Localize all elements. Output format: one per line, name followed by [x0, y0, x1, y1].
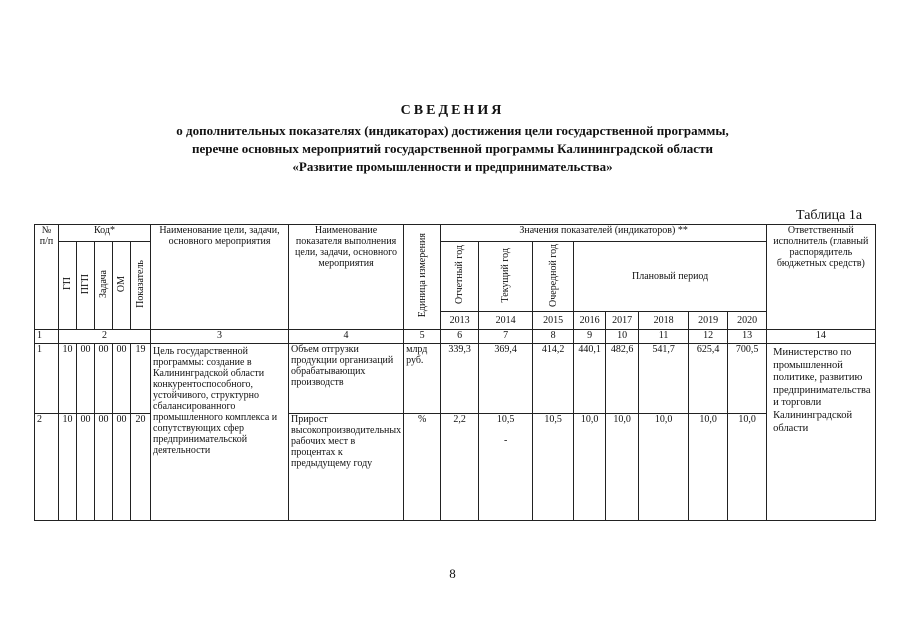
col-number: 3 — [151, 330, 289, 344]
row-code: 00 — [95, 344, 113, 414]
value-cell: 482,6 — [606, 344, 639, 414]
row-code: 00 — [113, 344, 131, 414]
row-code: 00 — [77, 344, 95, 414]
year-cell: 2013 — [441, 312, 479, 330]
value-cell: 10,5 - — [479, 414, 533, 521]
indicator-text: Объем отгрузки продукции организаций обрабатывающих производств — [289, 344, 404, 414]
row-code: 00 — [95, 414, 113, 521]
doc-subtitle-line2: перечне основных мероприятий государственной программы Калининградской области — [192, 141, 713, 156]
row-num: 2 — [35, 414, 59, 521]
page-number: 8 — [449, 566, 456, 581]
row-code: 10 — [59, 414, 77, 521]
col-number: 8 — [533, 330, 574, 344]
row-num: 1 — [35, 344, 59, 414]
value-cell: 700,5 — [728, 344, 767, 414]
header-next-year: Очередной год — [533, 242, 574, 312]
col-number: 7 — [479, 330, 533, 344]
unit-text: % — [404, 414, 441, 521]
row-code: 10 — [59, 344, 77, 414]
doc-subtitle-line1: о дополнительных показателях (индикаторах) достижения цели государственной программы, — [176, 123, 729, 138]
col-number: 6 — [441, 330, 479, 344]
year-cell: 2020 — [728, 312, 767, 330]
value-cell: 625,4 — [689, 344, 728, 414]
year-cell: 2015 — [533, 312, 574, 330]
col-number: 4 — [289, 330, 404, 344]
header-indicator: Наименование показателя выполнения цели, задачи, основного мероприятия — [289, 225, 404, 330]
row-code: 19 — [131, 344, 151, 414]
unit-text: млрд руб. — [404, 344, 441, 414]
col-number: 13 — [728, 330, 767, 344]
year-cell: 2018 — [639, 312, 689, 330]
value-cell: 10,0 — [574, 414, 606, 521]
value-cell: 541,7 — [639, 344, 689, 414]
indicator-text: Прирост высокопроизводительных рабочих мест в процентах к предыдущему году — [289, 414, 404, 521]
table-row — [35, 344, 876, 414]
header-plan-period: Плановый период — [574, 242, 767, 312]
header-code: Код* — [59, 225, 151, 242]
header-responsible: Ответственный исполнитель (главный распорядитель бюджетных средств) — [767, 225, 875, 330]
header-code-pgp: ПГП — [77, 242, 95, 330]
header-code-indicator: Показатель — [131, 242, 151, 330]
header-code-om: ОМ — [113, 242, 131, 330]
value-cell: 440,1 — [574, 344, 606, 414]
goal-text: Цель государственной программы: создание в Калининградской области конкурентоспособного, устойчивого, структурно сбалансированного промышленного комплекса и сопутствующих сфер предпринимательской деятельности — [151, 344, 289, 521]
col-number: 12 — [689, 330, 728, 344]
row-code: 00 — [113, 414, 131, 521]
doc-title: СВЕДЕНИЯ — [400, 103, 505, 118]
value-cell: 2,2 — [441, 414, 479, 521]
col-number: 9 — [574, 330, 606, 344]
header-report-year: Отчетный год — [441, 242, 479, 312]
year-cell: 2017 — [606, 312, 639, 330]
table-label: Таблица 1а — [796, 208, 863, 223]
value-cell: 339,3 — [441, 344, 479, 414]
col-number: 14 — [767, 330, 875, 344]
value-cell: 369,4 — [479, 344, 533, 414]
col-number: 5 — [404, 330, 441, 344]
header-unit: Единица измерения — [404, 225, 441, 330]
dash-mark: - — [503, 435, 508, 446]
year-cell: 2016 — [574, 312, 606, 330]
doc-subtitle-line3: «Развитие промышленности и предпринимательства» — [292, 159, 613, 174]
row-code: 00 — [77, 414, 95, 521]
header-code-gp: ГП — [59, 242, 77, 330]
value-cell: 10,0 — [728, 414, 767, 521]
value-cell: 10,5 — [533, 414, 574, 521]
row-code: 20 — [131, 414, 151, 521]
col-number: 1 — [35, 330, 59, 344]
header-code-task: Задача — [95, 242, 113, 330]
year-cell: 2019 — [689, 312, 728, 330]
responsible-text: Министерство по промышленной политике, развитию предпринимательства и торговли Калининградской области — [767, 344, 875, 521]
header-num: № п/п — [35, 225, 59, 330]
value-cell: 414,2 — [533, 344, 574, 414]
col-number: 10 — [606, 330, 639, 344]
year-cell: 2014 — [479, 312, 533, 330]
col-number: 11 — [639, 330, 689, 344]
col-number: 2 — [59, 330, 151, 344]
header-current-year: Текущий год — [479, 242, 533, 312]
indicators-table — [34, 224, 876, 521]
header-values: Значения показателей (индикаторов) ** — [441, 225, 767, 242]
value-cell: 10,0 — [639, 414, 689, 521]
header-goal: Наименование цели, задачи, основного мероприятия — [151, 225, 289, 330]
value-cell: 10,0 — [689, 414, 728, 521]
value-cell: 10,0 — [606, 414, 639, 521]
